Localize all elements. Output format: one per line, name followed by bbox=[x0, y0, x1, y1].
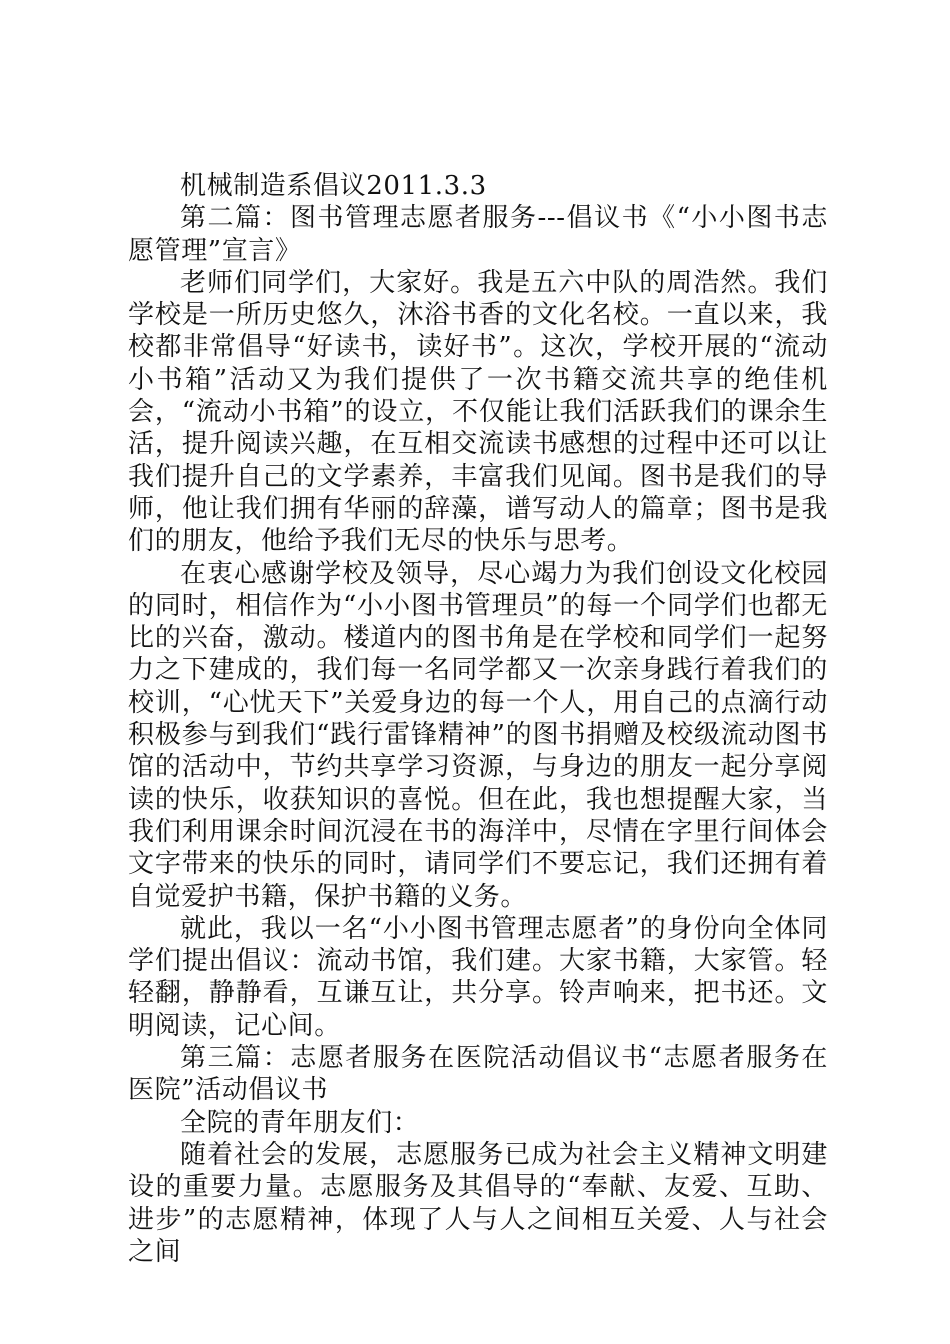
body-paragraph: 在衷心感谢学校及领导，尽心竭力为我们创设文化校园的同时，相信作为“小小图书管理员”的每一个同学们也都无比的兴奋，激动。楼道内的图书角是在学校和同学们一起努力之下建成的，我们每一名同学都又一次亲身践行着我们的校训，“心忧天下”关爱身边的每一个人，用自己的点滴行动积极参与到我们“践行雷锋精神”的图书捐赠及校级流动图书馆的活动中，节约共享学习资源，与身边的朋友一起分享阅读的快乐，收获知识的喜悦。但在此，我也想提醒大家，当我们利用课余时间沉浸在书的海洋中，尽情在字里行间体会文字带来的快乐的同时，请同学们不要忘记，我们还拥有着自觉爱护书籍，保护书籍的义务。 bbox=[128, 558, 828, 912]
body-paragraph: 老师们同学们，大家好。我是五六中队的周浩然。我们学校是一所历史悠久，沐浴书香的文化名校。一直以来，我校都非常倡导“好读书，读好书”。这次，学校开展的“流动小书箱”活动又为我们提供了一次书籍交流共享的绝佳机会，“流动小书箱”的设立，不仅能让我们活跃我们的课余生活，提升阅读兴趣，在互相交流读书感想的过程中还可以让我们提升自己的文学素养，丰富我们见闻。图书是我们的导师，他让我们拥有华丽的辞藻，谱写动人的篇章；图书是我们的朋友，他给予我们无尽的快乐与思考。 bbox=[128, 267, 828, 557]
body-paragraph: 随着社会的发展，志愿服务已成为社会主义精神文明建设的重要力量。志愿服务及其倡导的“奉献、友爱、互助、进步”的志愿精神，体现了人与人之间相互关爱、人与社会之间 bbox=[128, 1139, 828, 1267]
salutation-line: 全院的青年朋友们： bbox=[180, 1107, 420, 1138]
section-heading-part-three: 第三篇：志愿者服务在医院活动倡议书“志愿者服务在医院”活动倡议书 bbox=[128, 1043, 828, 1106]
section-heading-part-two: 第二篇：图书管理志愿者服务---倡议书《“小小图书志愿管理”宣言》 bbox=[128, 203, 828, 266]
signature-line: 机械制造系倡议2011.3.3 bbox=[180, 171, 487, 201]
document-body bbox=[128, 170, 828, 1268]
body-paragraph: 就此，我以一名“小小图书管理志愿者”的身份向全体同学们提出倡议：流动书馆，我们建。大家书籍，大家管。轻轻翻，静静看，互谦互让，共分享。铃声响来，把书还。文明阅读，记心间。 bbox=[128, 913, 828, 1041]
